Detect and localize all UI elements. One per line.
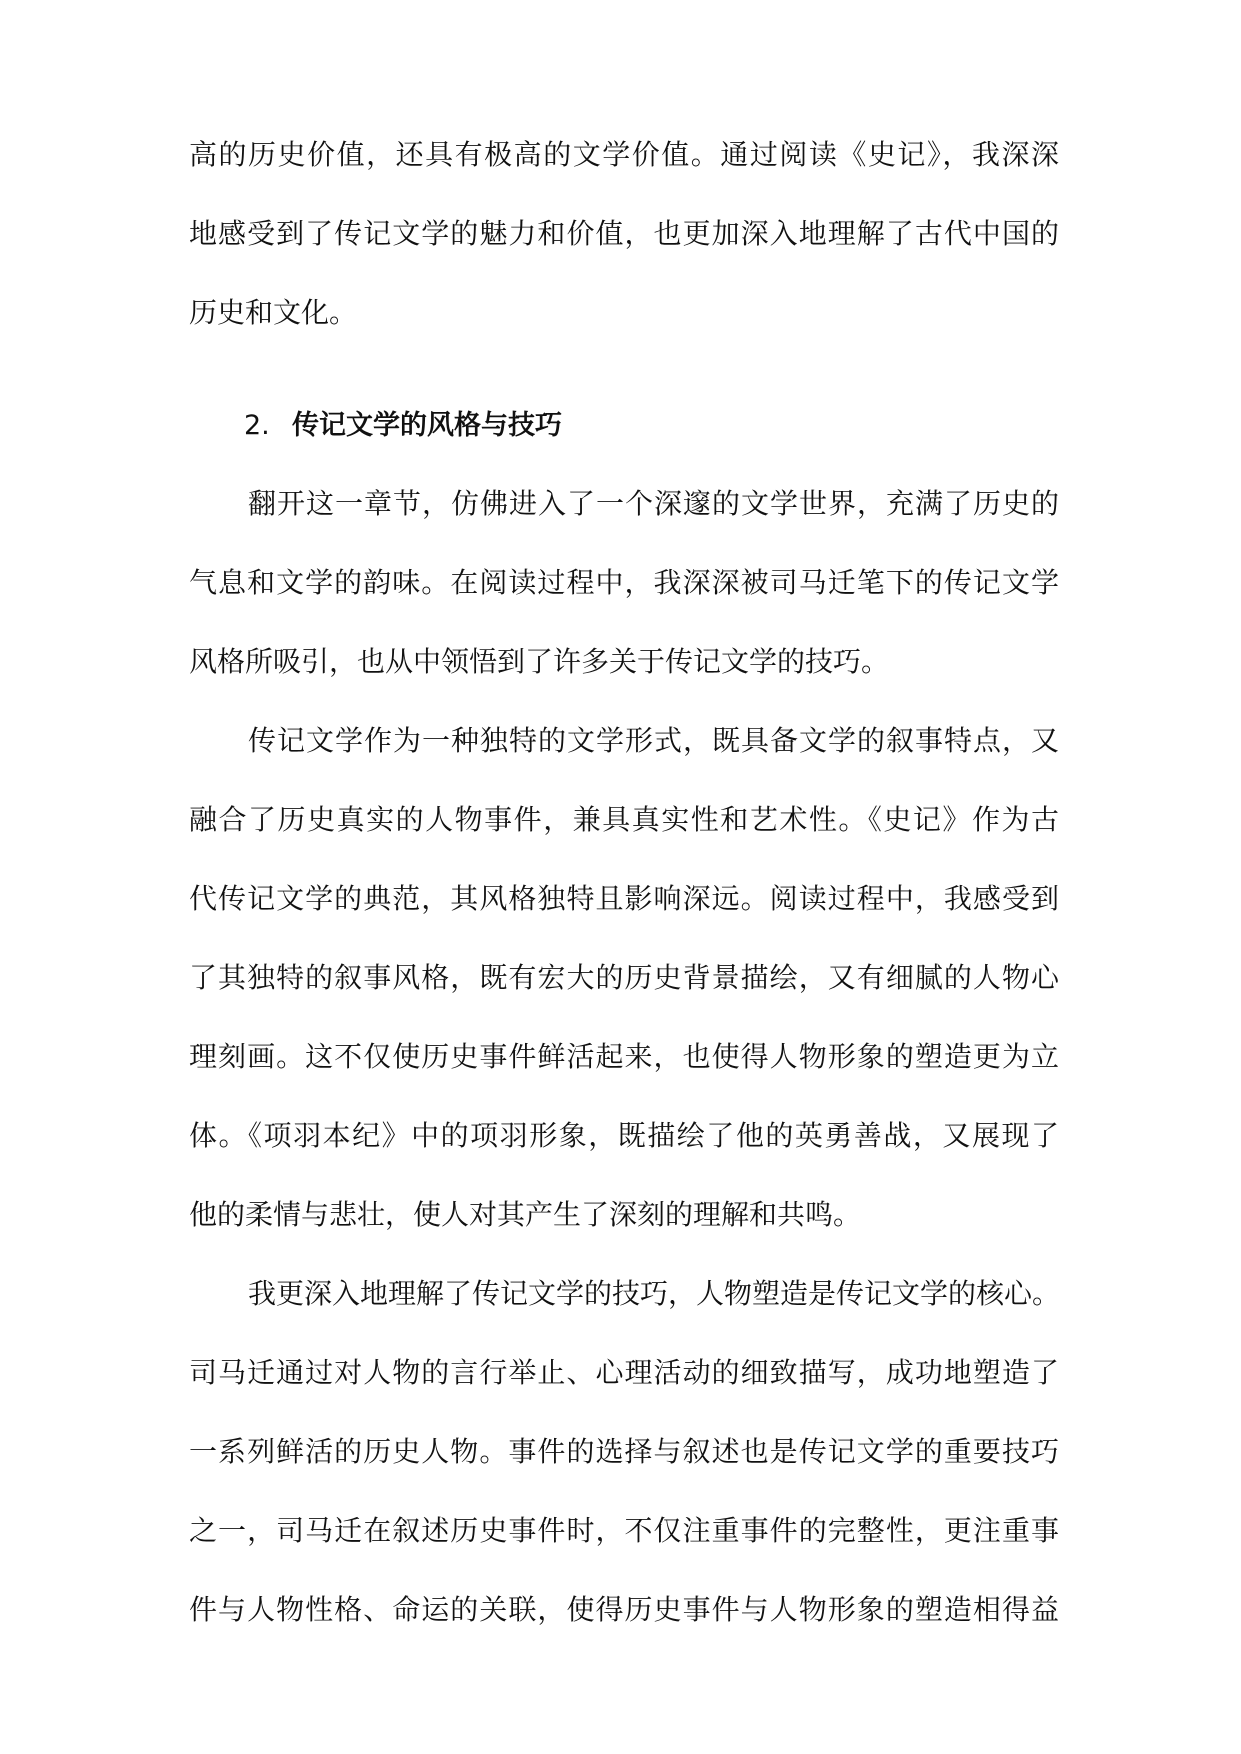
text-line: 我更深入地理解了传记文学的技巧，人物塑造是传记文学的核心。 (248, 1277, 1061, 1310)
text-line: 件与人物性格、命运的关联，使得历史事件与人物形象的塑造相得益 (189, 1593, 1059, 1626)
text-line: 代传记文学的典范，其风格独特且影响深远。阅读过程中，我感受到 (189, 882, 1059, 915)
text-line: 地感受到了传记文学的魅力和价值，也更加深入地理解了古代中国的 (189, 217, 1059, 250)
text-line: 了其独特的叙事风格，既有宏大的历史背景描绘，又有细腻的人物心 (189, 961, 1059, 994)
text-line: 理刻画。这不仅使历史事件鲜活起来，也使得人物形象的塑造更为立 (189, 1040, 1059, 1073)
text-line: 历史和文化。 (189, 296, 358, 329)
text-line: 之一，司马迁在叙述历史事件时，不仅注重事件的完整性，更注重事 (189, 1514, 1059, 1547)
section-title: 传记文学的风格与技巧 (292, 410, 562, 441)
text-line: 风格所吸引，也从中领悟到了许多关于传记文学的技巧。 (189, 645, 890, 678)
text-line: 他的柔情与悲壮，使人对其产生了深刻的理解和共鸣。 (189, 1198, 862, 1231)
section-heading (244, 406, 562, 446)
text-line: 翻开这一章节，仿佛进入了一个深邃的文学世界，充满了历史的 (248, 487, 1059, 520)
text-line: 融合了历史真实的人物事件，兼具真实性和艺术性。《史记》作为古 (189, 803, 1059, 836)
section-number: 2. (244, 410, 270, 441)
text-line: 传记文学作为一种独特的文学形式，既具备文学的叙事特点，又 (248, 724, 1059, 757)
text-line: 高的历史价值，还具有极高的文学价值。通过阅读《史记》，我深深 (189, 138, 1059, 171)
text-line: 一系列鲜活的历史人物。事件的选择与叙述也是传记文学的重要技巧 (189, 1435, 1059, 1468)
text-line: 气息和文学的韵味。在阅读过程中，我深深被司马迁笔下的传记文学 (189, 566, 1059, 599)
text-line: 司马迁通过对人物的言行举止、心理活动的细致描写，成功地塑造了 (189, 1356, 1059, 1389)
text-line: 体。《项羽本纪》中的项羽形象，既描绘了他的英勇善战，又展现了 (189, 1119, 1059, 1152)
